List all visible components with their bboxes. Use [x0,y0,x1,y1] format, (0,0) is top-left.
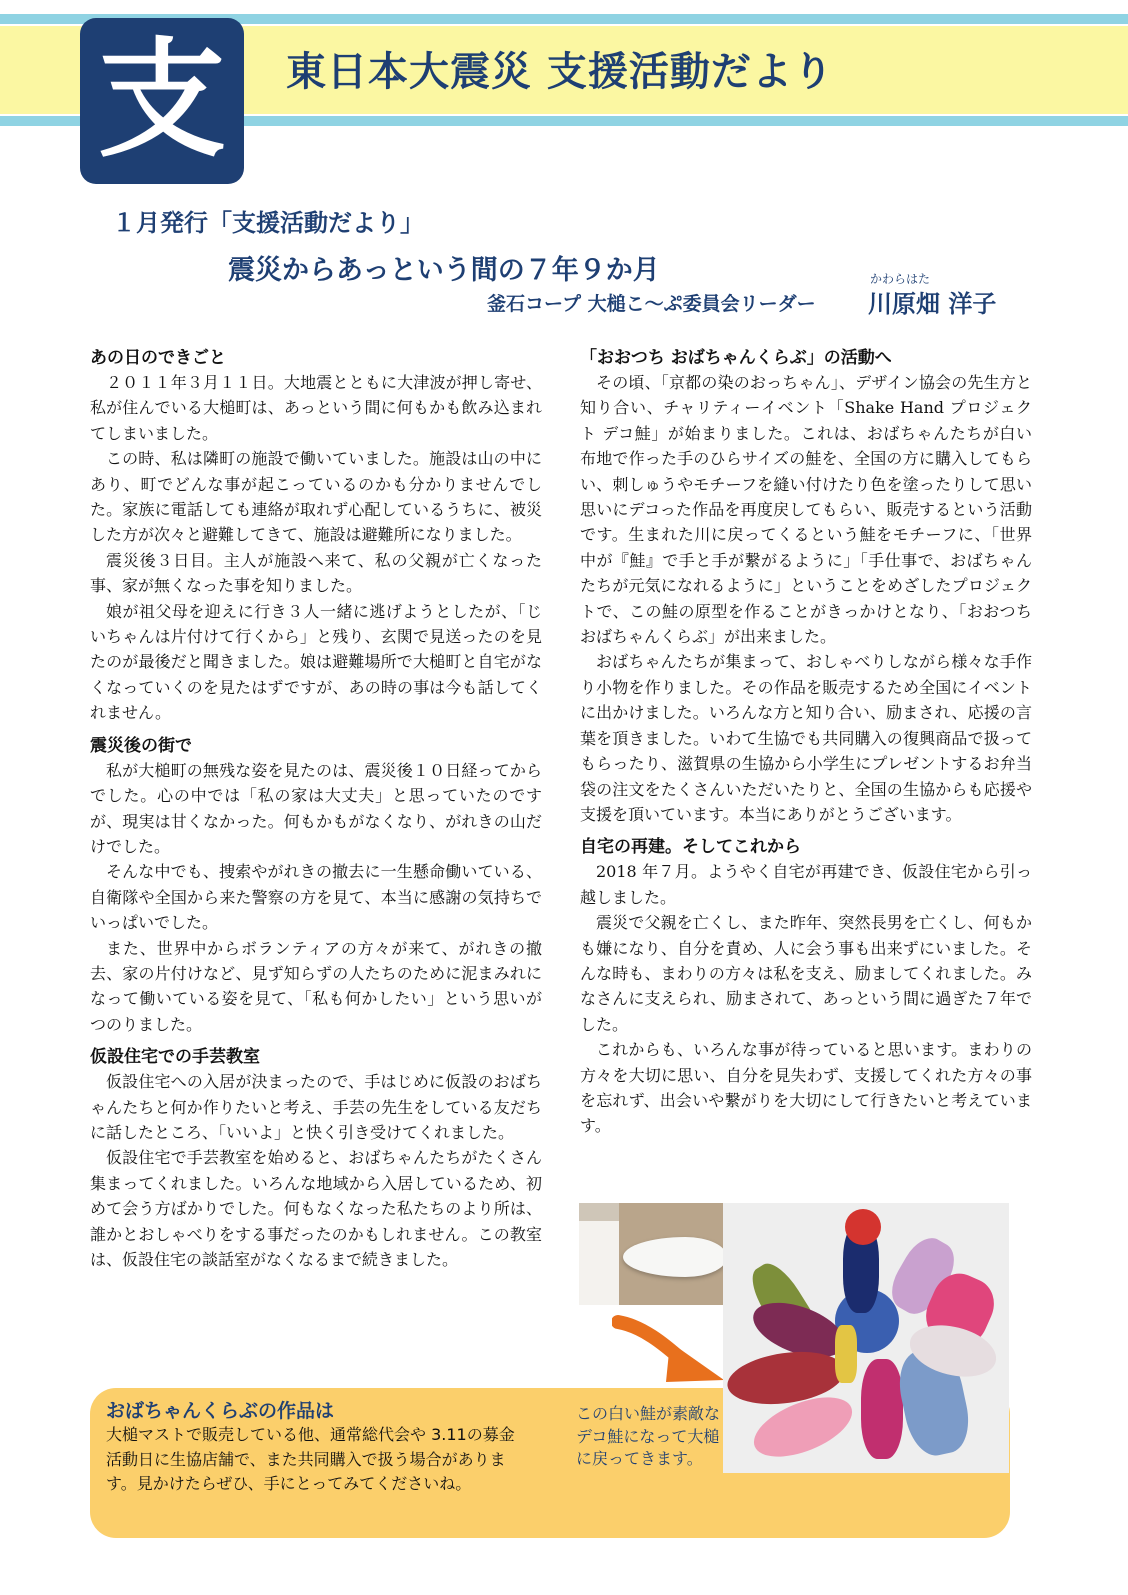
paragraph: 2018 年７月。ようやく自宅が再建でき、仮設住宅から引っ越しました。 [580,862,1032,907]
section-club-activity [580,346,1032,827]
photo-paper [579,1221,619,1305]
paragraph: 娘が祖父母を迎えに行き３人一緒に逃げようとしたが、「じいちゃんは片付けて行くから」と残り、玄関で見送ったのを見たのが最後だと聞きました。娘は避難場所で大槌町と自宅がなくなっていくのを見たはずですが、あの時の事は今も話してくれません。 [90,601,542,723]
paragraph: おばちゃんたちが集まって、おしゃべりしながら様々な手作り小物を作りました。その作品を販売するため全国にイベントに出かけました。いろんな方と知り合い、励まされ、応援の言葉を頂きました。いわて生協でも共同購入の復興商品で扱ってもらったり、滋賀県の生協から小学生にプレゼントするお弁当袋の注文をたくさんいただいたりと、全国の生協からも応援や支援を頂いています。本当にありがとうございます。 [580,652,1032,824]
paragraph: 震災後３日目。主人が施設へ来て、私の父親が亡くなった事、家が無くなった事を知りました。 [90,550,542,596]
issue-line: １月発行「支援活動だより」 [112,209,424,237]
left-column [90,346,542,1272]
arrow-icon [612,1314,730,1388]
newsletter-title: 東日本大震災 支援活動だより [286,49,834,95]
white-salmon-photo [579,1203,735,1305]
logo-badge: 支 [80,18,244,184]
section-that-day [90,346,542,726]
section-heading: 震災後の街で [90,735,192,756]
section-rebuild [580,835,1032,1138]
author-name: 川原畑 洋子 [868,290,997,318]
paragraph: 震災で父親を亡くし、また昨年、突然長男を亡くし、何もかも嫌になり、自分を責め、人に会う事も出来ずにいました。そんな時も、まわりの方々は私を支え、励ましてくれました。みなさんに支えられ、励まされて、あっという間に過ぎた７年でした。 [580,913,1032,1034]
paragraph: その頃、「京都の染のおっちゃん」、デザイン協会の先生方と知り合い、チャリティーイベント「Shake Hand プロジェクト デコ鮭」が始まりました。これは、おばちゃんたちが白い布地で作った手のひらサイズの鮭を、全国の方に購入してもらい、刺しゅうやモチーフを縫い付けたり色を塗ったりして思い思いにデコった作品を再度戻してもらい、販売するという活動です。生まれた川に戻ってくるという鮭をモチーフに、「世界中が『鮭』で手と手が繋がるように」「手仕事で、おばちゃんたちが元気になれるように」ということをめざしたプロジェクトで、この鮭の原型を作ることがきっかけとなり、「おおつち おばちゃんくらぶ」が出来ました。 [580,373,1032,647]
callout-title: おばちゃんくらぶの作品は [106,1400,335,1422]
deco-salmon-photo [723,1203,1009,1473]
author-ruby: かわらはた [870,272,931,286]
paragraph: ２０１１年３月１１日。大地震とともに大津波が押し寄せ、私が住んでいる大槌町は、あっという間に何もかも飲み込まれてしまいました。 [90,373,542,443]
paragraph: 私が大槌町の無残な姿を見たのは、震災後１０日経ってからでした。心の中では「私の家は大丈夫」と思っていたのですが、現実は甘くなかった。何もかもがなくなり、がれきの山だけでした。 [90,760,542,856]
deco-salmon [845,1209,881,1245]
callout-body: 大槌マストで販売している他、通常総代会や 3.11の募金活動日に生協店舗で、また共同購入で扱う場合があります。見かけたらぜひ、手にとってみてくださいね。 [106,1425,515,1494]
right-column [580,346,1032,1139]
section-heading: 自宅の再建。そしてこれから [580,837,801,858]
photo-caption: この白い鮭が素敵なデコ鮭になって大槌に戻ってきます。 [576,1404,721,1469]
paragraph: この時、私は隣町の施設で働いていました。施設は山の中にあり、町でどんな事が起こっているのかも分かりませんでした。家族に電話しても連絡が取れず心配しているうちに、被災した方が次々と避難してきて、施設は避難所になりました。 [90,449,542,545]
section-heading: あの日のできごと [90,348,226,368]
section-town-after [90,734,542,1037]
deco-salmon [835,1325,857,1383]
paragraph: そんな中でも、捜索やがれきの撤去に一生懸命働いている、自衛隊や全国から来た警察の方を見て、本当に感謝の気持ちでいっぱいでした。 [90,862,542,933]
deco-salmon [861,1359,903,1459]
section-heading: 「おおつち おばちゃんくらぶ」の活動へ [580,348,892,368]
author-affiliation: 釜石コープ 大槌こ～ぷ委員会リーダー [487,293,816,315]
paragraph: これからも、いろんな事が待っていると思います。まわりの方々を大切に思い、自分を見失わず、支援してくれた方々の事を忘れず、出会いや繋がりを大切にして行きたいと考えています。 [580,1040,1032,1136]
paragraph: 仮設住宅への入居が決まったので、手はじめに仮設のおばちゃんたちと何か作りたいと考え、手芸の先生をしている友だちに話したところ、「いいよ」と快く引き受けてくれました。 [90,1072,542,1142]
article-title: 震災からあっという間の７年９か月 [228,255,660,286]
section-craft-class [90,1045,542,1272]
paragraph: 仮設住宅で手芸教室を始めると、おばちゃんたちがたくさん集まってくれました。いろんな地域から入居しているため、初めて会う方ばかりでした。何もなくなった私たちのより所は、誰かとおしゃべりをする事だったのかもしれません。この教室は、仮設住宅の談話室がなくなるまで続きました。 [90,1148,542,1269]
paragraph: また、世界中からボランティアの方々が来て、がれきの撤去、家の片付けなど、見ず知らずの人たちのために泥まみれになって働いている姿を見て、「私も何かしたい」という思いがつのりました。 [90,938,542,1034]
section-heading: 仮設住宅での手芸教室 [90,1047,260,1068]
